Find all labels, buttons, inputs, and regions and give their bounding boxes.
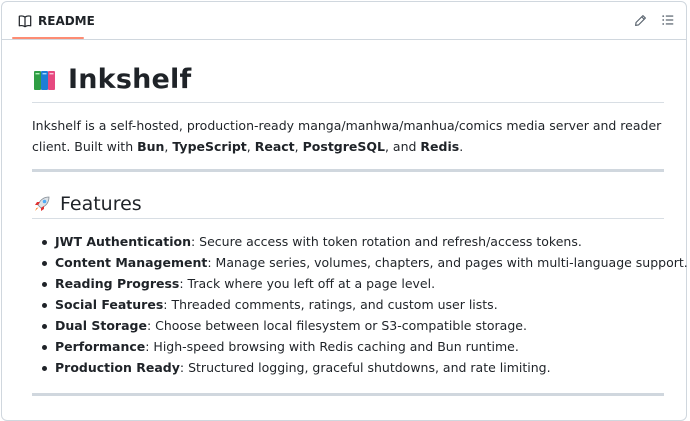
feature-desc: : High-speed browsing with Redis caching and Bun runtime.: [145, 339, 519, 354]
feature-label: Performance: [55, 339, 146, 354]
bullet-icon: [42, 303, 47, 308]
tech-bun: Bun: [137, 139, 165, 154]
feature-label: Social Features: [55, 297, 164, 312]
intro-text: Inkshelf is a self-hosted, production-ready manga/manhwa/manhua/comics media server and reader client. Built with: [32, 118, 662, 154]
list-item: [32, 315, 664, 336]
bullet-icon: [42, 240, 47, 245]
list-item: [32, 336, 664, 357]
tech-redis: Redis: [420, 139, 460, 154]
readme-body: [32, 40, 688, 420]
feature-label: Reading Progress: [55, 276, 180, 291]
features-divider: [32, 218, 664, 219]
list-unordered-icon: [661, 13, 675, 27]
intro-paragraph: [32, 115, 664, 157]
tech-react: React: [254, 139, 295, 154]
page-title: Inkshelf: [68, 64, 192, 95]
list-item: [32, 231, 664, 252]
section-divider: [32, 169, 664, 172]
books-emoji-icon: [32, 67, 58, 93]
list-item: [32, 273, 664, 294]
feature-desc: : Threaded comments, ratings, and custom user lists.: [163, 297, 498, 312]
intro-separator: ,: [294, 139, 303, 154]
edit-file-button[interactable]: [632, 12, 648, 28]
feature-label: Production Ready: [55, 360, 180, 375]
features-heading-row: [32, 192, 142, 216]
rocket-emoji-icon: [32, 194, 52, 214]
tab-readme-label: README: [38, 13, 95, 28]
readme-card: [1, 1, 687, 421]
feature-desc: : Track where you left off at a page level.: [179, 276, 436, 291]
features-heading: Features: [60, 193, 142, 215]
feature-label: Dual Storage: [55, 318, 147, 333]
intro-end: .: [459, 139, 464, 154]
book-icon: [18, 14, 32, 28]
feature-desc: : Manage series, volumes, chapters, and pages with multi-language support.: [207, 255, 688, 270]
intro-separator: ,: [164, 139, 173, 154]
tab-readme[interactable]: [12, 2, 95, 39]
list-item: [32, 357, 664, 378]
intro-separator: ,: [246, 139, 255, 154]
feature-desc: : Structured logging, graceful shutdowns, and rate limiting.: [179, 360, 551, 375]
tab-active-indicator: [12, 37, 84, 39]
bullet-icon: [42, 282, 47, 287]
intro-separator: , and: [384, 139, 421, 154]
outline-button[interactable]: [660, 12, 676, 28]
readme-header: [2, 2, 686, 40]
feature-label: JWT Authentication: [55, 234, 191, 249]
bullet-icon: [42, 324, 47, 329]
section-divider: [32, 393, 664, 396]
bullet-icon: [42, 366, 47, 371]
feature-desc: : Choose between local filesystem or S3-compatible storage.: [146, 318, 527, 333]
tech-postgresql: PostgreSQL: [302, 139, 385, 154]
readme-title-row: [32, 65, 191, 95]
feature-label: Content Management: [55, 255, 208, 270]
bullet-icon: [42, 345, 47, 350]
tech-typescript: TypeScript: [172, 139, 247, 154]
list-item: [32, 252, 688, 273]
features-list: [32, 231, 688, 378]
pencil-icon: [634, 14, 647, 27]
title-divider: [32, 102, 664, 103]
bullet-icon: [42, 261, 47, 266]
list-item: [32, 294, 664, 315]
feature-desc: : Secure access with token rotation and refresh/access tokens.: [191, 234, 582, 249]
